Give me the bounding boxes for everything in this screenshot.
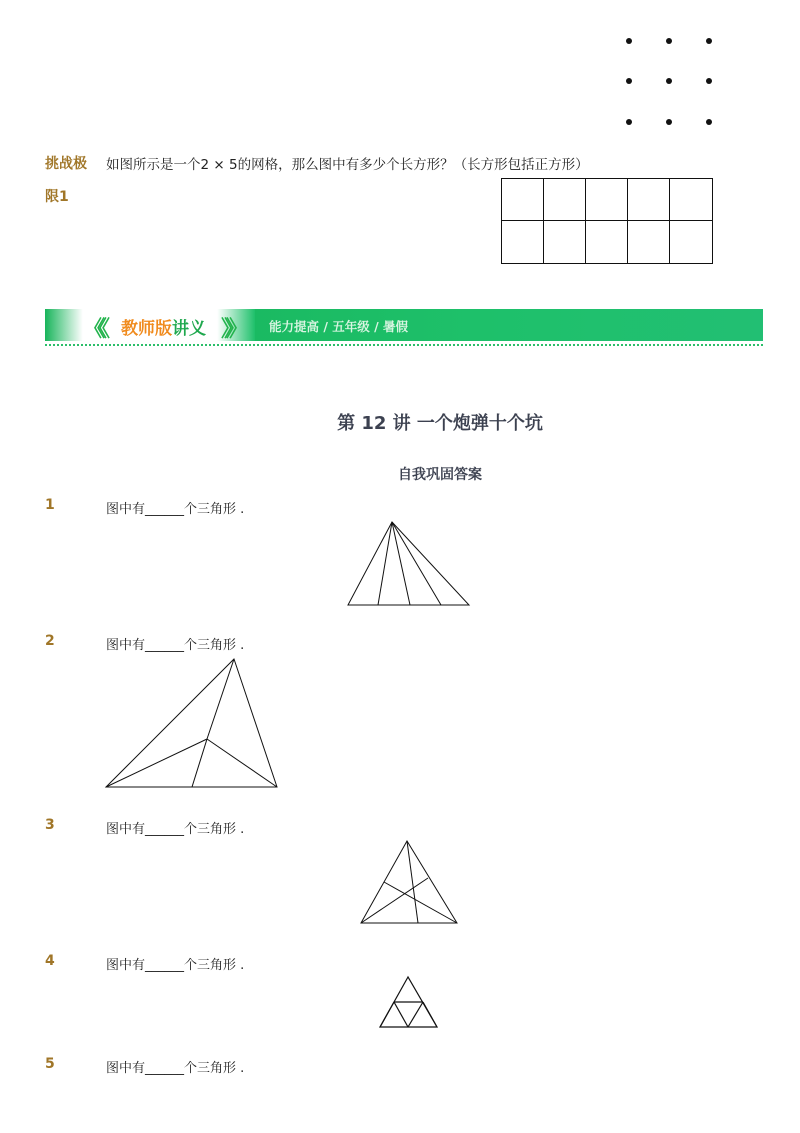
lecture-title: 第 12 讲 一个炮弹十个坑 xyxy=(337,413,543,434)
challenge-tag-cont: 限1 xyxy=(45,189,69,205)
section-title: 自我巩固答案 xyxy=(398,467,482,483)
double-chevron-left-icon: 《《 xyxy=(83,317,105,342)
question-text: 图中有______个三角形 . xyxy=(106,638,245,653)
question-text: 图中有______个三角形 . xyxy=(106,1061,245,1076)
question-text: 图中有______个三角形 . xyxy=(106,958,245,973)
question-text: 图中有______个三角形 . xyxy=(106,822,245,837)
challenge-question: 如图所示是一个2 × 5的网格，那么图中有多少个长方形？（长方形包括正方形） xyxy=(106,157,589,173)
question-number: 1 xyxy=(45,497,55,513)
question-number: 5 xyxy=(45,1056,55,1072)
question-number: 3 xyxy=(45,817,55,833)
double-chevron-right-icon: 》》 xyxy=(221,317,243,342)
challenge-tag: 挑战极 xyxy=(45,156,87,172)
breadcrumb: 能力提高 / 五年级 / 暑假 xyxy=(269,319,409,334)
question-text: 图中有______个三角形 . xyxy=(106,502,245,517)
question-number: 4 xyxy=(45,953,55,969)
banner-title: 教师版讲义 xyxy=(121,319,206,339)
question-number: 2 xyxy=(45,633,55,649)
